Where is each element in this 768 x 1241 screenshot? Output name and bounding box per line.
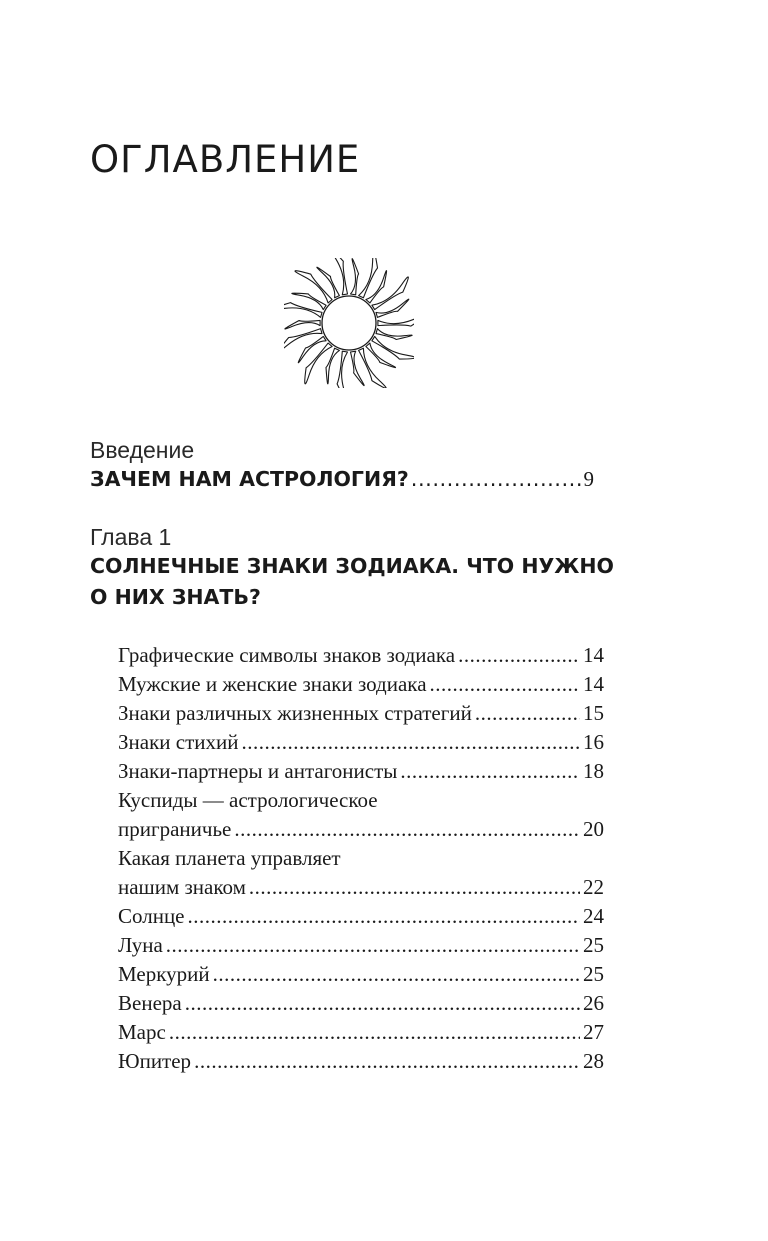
dot-leader bbox=[166, 933, 580, 958]
toc-entry-title: Луна bbox=[118, 933, 163, 957]
dot-leader bbox=[241, 730, 580, 755]
page-number: 28 bbox=[583, 1049, 604, 1073]
toc-entry-title: Юпитер bbox=[118, 1049, 192, 1073]
dot-leader bbox=[411, 467, 582, 491]
sun-ray bbox=[366, 271, 387, 303]
page-number: 26 bbox=[583, 991, 604, 1015]
sun-ray bbox=[337, 351, 347, 388]
toc-entry-title: приграничье bbox=[118, 817, 232, 841]
chapter-heading-line: СОЛНЕЧНЫЕ ЗНАКИ ЗОДИАКА. ЧТО НУЖНО bbox=[90, 554, 614, 578]
sun-ray bbox=[366, 343, 396, 367]
toc-entry[interactable] bbox=[118, 962, 604, 991]
toc-entry-title: Мужские и женские знаки зодиака bbox=[118, 672, 427, 696]
chapter-label: Глава 1 bbox=[90, 524, 172, 550]
toc-entry-title: нашим знаком bbox=[118, 875, 246, 899]
intro-label: Введение bbox=[90, 437, 195, 463]
page-number: 27 bbox=[583, 1020, 604, 1044]
page-number: 22 bbox=[583, 875, 604, 899]
sun-ray bbox=[351, 259, 359, 295]
sun-ray bbox=[292, 293, 326, 309]
page-number: 24 bbox=[583, 904, 604, 928]
toc-entry[interactable] bbox=[118, 875, 604, 904]
page-title: ОГЛАВЛЕНИЕ bbox=[90, 138, 361, 181]
chapter-heading bbox=[90, 551, 614, 613]
dot-leader bbox=[185, 991, 580, 1016]
toc-entry[interactable] bbox=[118, 1049, 604, 1078]
toc-entry-title: Знаки стихий bbox=[118, 730, 239, 754]
toc-entry-title: Графические символы знаков зодиака bbox=[118, 643, 456, 667]
toc-entry[interactable] bbox=[118, 904, 604, 933]
sun-ray bbox=[359, 258, 378, 298]
intro-heading: ЗАЧЕМ НАМ АСТРОЛОГИЯ? bbox=[90, 467, 409, 491]
page-number: 25 bbox=[583, 962, 604, 986]
sun-ray bbox=[298, 336, 326, 362]
page-number: 20 bbox=[583, 817, 604, 841]
page-number: 18 bbox=[583, 759, 604, 783]
page-number: 14 bbox=[583, 672, 604, 696]
toc-entry[interactable] bbox=[118, 846, 604, 875]
toc-entry-title: Знаки различных жизненных стратегий bbox=[118, 701, 472, 725]
chapter-heading-line: О НИХ ЗНАТЬ? bbox=[90, 585, 261, 609]
toc-entry[interactable] bbox=[118, 730, 604, 759]
toc-entry[interactable] bbox=[118, 788, 604, 817]
toc-entry[interactable] bbox=[118, 933, 604, 962]
page-number: 25 bbox=[583, 933, 604, 957]
toc-entry-title: Меркурий bbox=[118, 962, 210, 986]
page-number: 14 bbox=[583, 643, 604, 667]
sun-ray bbox=[376, 329, 412, 340]
dot-leader bbox=[400, 759, 580, 784]
toc-entry[interactable] bbox=[118, 643, 604, 672]
dot-leader bbox=[234, 817, 580, 842]
toc-entry-intro[interactable] bbox=[90, 467, 594, 492]
sun-ray bbox=[317, 267, 340, 298]
sun-ray bbox=[284, 329, 322, 351]
toc-entry-title: Марс bbox=[118, 1020, 166, 1044]
toc-entry[interactable] bbox=[118, 701, 604, 730]
dot-leader bbox=[430, 672, 580, 697]
toc-entry-title: Солнце bbox=[118, 904, 185, 928]
sun-ray bbox=[285, 320, 320, 329]
toc-entry-list bbox=[118, 643, 604, 1078]
sun-ray bbox=[284, 303, 322, 318]
dot-leader bbox=[188, 904, 580, 929]
page-number: 15 bbox=[583, 701, 604, 725]
page-number: 9 bbox=[583, 467, 594, 491]
toc-entry[interactable] bbox=[118, 1020, 604, 1049]
toc-entry-title: Знаки-партнеры и антагонисты bbox=[118, 759, 398, 783]
toc-entry-title: Какая планета управляет bbox=[118, 846, 341, 870]
dot-leader bbox=[475, 701, 580, 726]
sun-ornament-icon bbox=[284, 258, 414, 388]
toc-entry[interactable] bbox=[118, 817, 604, 846]
toc-entry[interactable] bbox=[118, 759, 604, 788]
dot-leader bbox=[249, 875, 580, 900]
toc-entry[interactable] bbox=[118, 991, 604, 1020]
toc-entry[interactable] bbox=[118, 672, 604, 701]
dot-leader bbox=[213, 962, 580, 987]
page-number: 16 bbox=[583, 730, 604, 754]
dot-leader bbox=[169, 1020, 580, 1045]
sun-ray bbox=[378, 316, 414, 326]
dot-leader bbox=[458, 643, 580, 668]
dot-leader bbox=[194, 1049, 580, 1074]
toc-entry-title: Куспиды — астрологическое bbox=[118, 788, 378, 812]
toc-entry-title: Венера bbox=[118, 991, 182, 1015]
sun-ray bbox=[326, 348, 339, 384]
sun-ray bbox=[376, 299, 409, 317]
sun-ray bbox=[372, 336, 414, 359]
